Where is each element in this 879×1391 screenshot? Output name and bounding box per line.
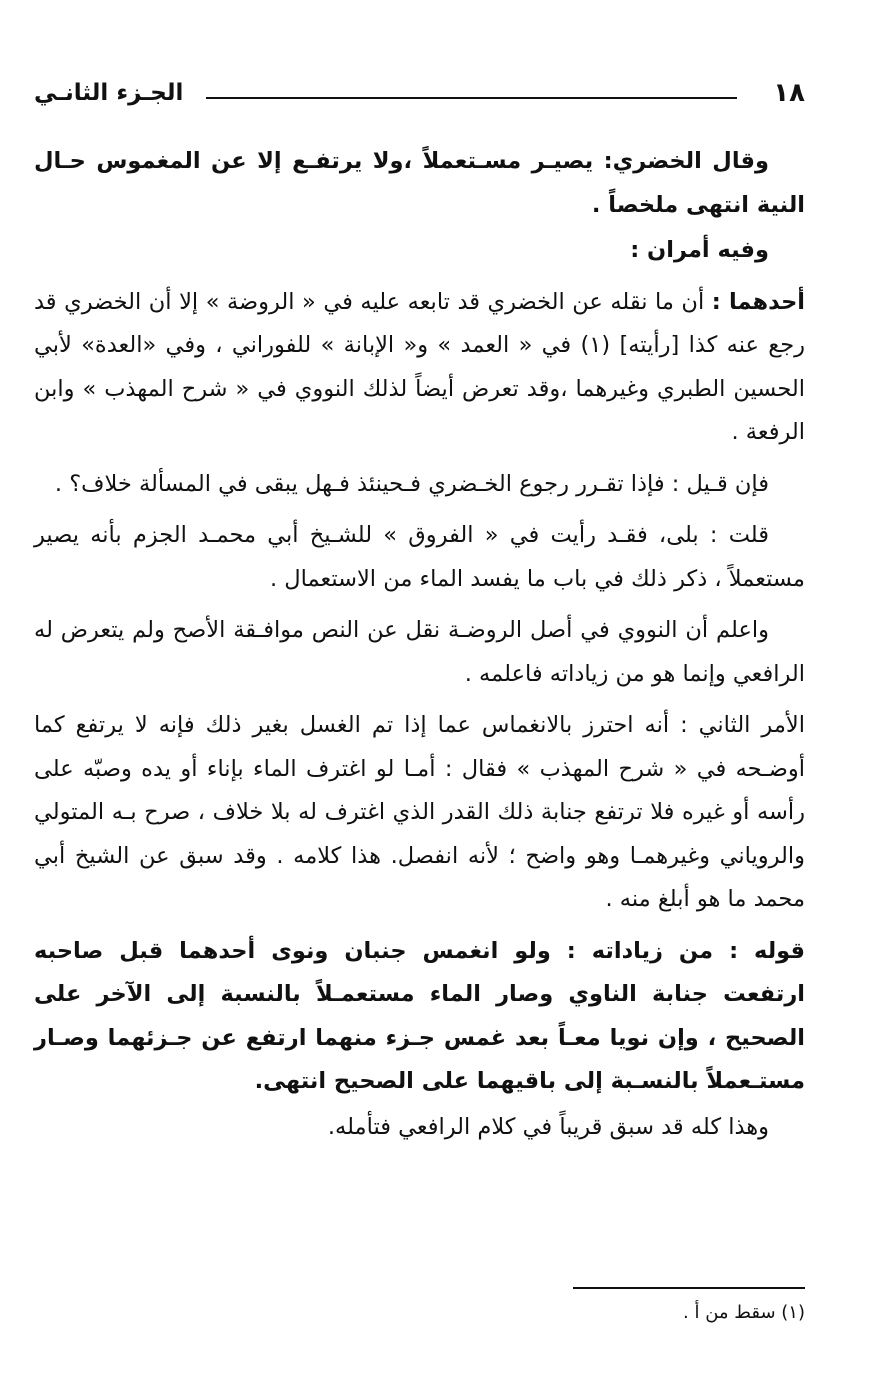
page-number: ١٨	[773, 78, 805, 108]
first-matter-lead: أحدهما :	[711, 288, 805, 315]
footnote-rule	[573, 1287, 805, 1289]
paragraph-first-matter	[34, 281, 805, 455]
paragraph-second-matter: الأمر الثاني : أنه احترز بالانغماس عما إذا تم الغسل بغير ذلك فإنه لا يرتفع كما أوضـحه في « شرح المهذب » فقال : أمـا لو اغترف الماء بإناء أو يده وصبّه على رأسه أو غيره فلا ترتفع جنابة ذلك القدر الذي اغترف له بلا خلاف ، صرح بـه المتولي والروياني وغيرهمـا وهو واضح ؛ لأنه انفصل. هذا كلامه . وقد سبق عن الشيخ أبي محمد ما هو أبلغ منه .	[34, 712, 805, 912]
paragraph-two-matters: وفيه أمران :	[630, 237, 769, 263]
running-title: الجـزء الثانـي	[34, 80, 184, 106]
page-header	[34, 68, 805, 118]
paragraph-objection: فإن قـيل : فإذا تقـرر رجوع الخـضري فـحينئذ فـهل يبقى في المسألة خلاف؟ .	[54, 470, 769, 497]
paragraph-khudari-quote: وقال الخضري: يصيـر مسـتعملاً ،ولا يرتفـع إلا عن المغموس حـال النية انتهى ملخصاً .	[34, 148, 805, 218]
first-matter-text: أن ما نقله عن الخضري قد تابعه عليه في « الروضة » إلا أن الخضري قد رجع عنه كذا [رأيته] (١) في « العمد » و« الإبانة » للفوراني ، وفي «العدة» لأبي الحسين الطبري وغيرهما ،وقد تعرض أيضاً لذلك النووي في « شرح المهذب » وابن الرفعة .	[34, 288, 805, 445]
paragraph-ziyadat-quote: قوله : من زياداته : ولو انغمس جنبان ونوى أحدهما قبل صاحبه ارتفعت جنابة الناوي وصار الماء مستعمـلاً بالنسبة إلى الآخر على الصحيح ، وإن نويا معـاً بعد غمس جـزء منهما ارتفع عن جـزئهما وصـار مستـعملاً بالنسـبة إلى باقيهما على الصحيح انتهى.	[34, 937, 805, 1094]
book-page	[34, 0, 805, 1391]
main-text	[34, 140, 805, 1151]
paragraph-closing: وهذا كله قد سبق قريباً في كلام الرافعي فتأمله.	[327, 1113, 769, 1140]
footnote: (١) سقط من أ .	[683, 1302, 805, 1323]
paragraph-nawawi-note: واعلم أن النووي في أصل الروضـة نقل عن النص موافـقة الأصح ولم يتعرض له الرافعي وإنما هو من زياداته فاعلمه .	[34, 617, 805, 687]
paragraph-reply: قلت : بلى، فقـد رأيت في « الفروق » للشـيخ أبي محمـد الجزم بأنه يصير مستعملاً ، ذكر ذلك في باب ما يفسد الماء من الاستعمال .	[34, 522, 805, 592]
header-rule	[206, 97, 737, 99]
